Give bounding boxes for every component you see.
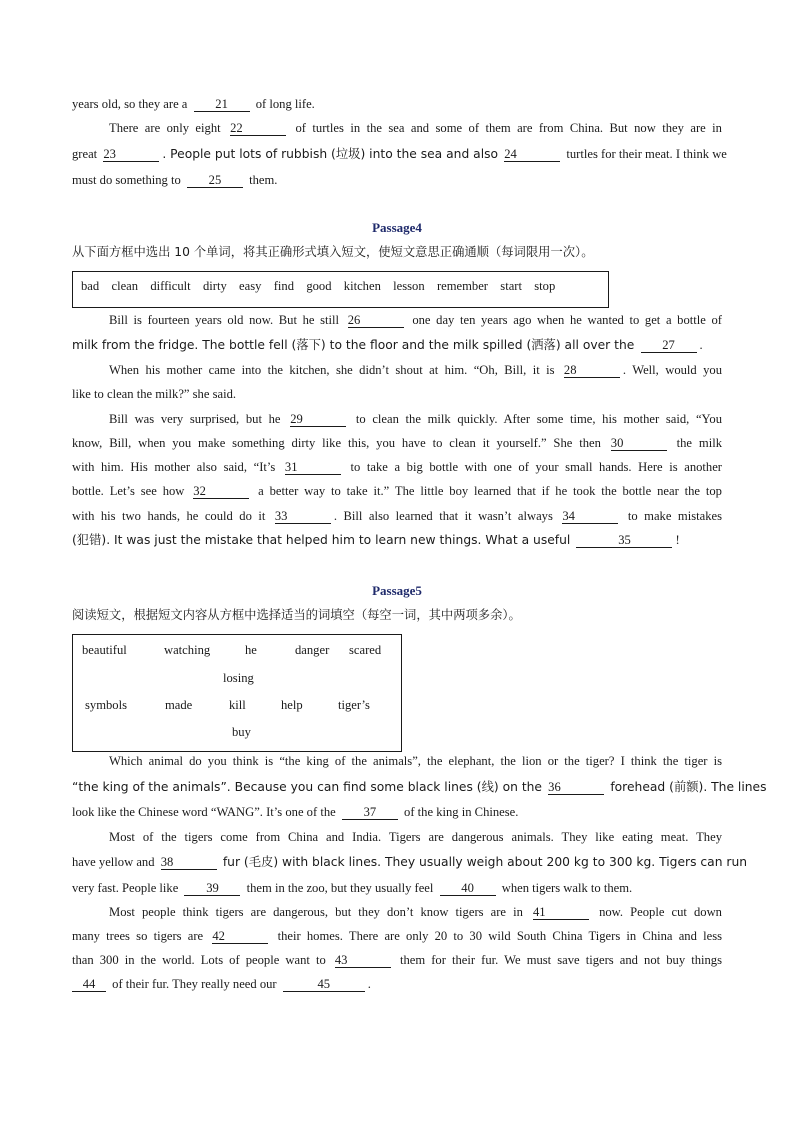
blank-25[interactable]: 25: [187, 174, 243, 188]
text: great: [72, 147, 98, 161]
p3-line-3: [72, 146, 727, 162]
word-made: made: [165, 698, 193, 712]
text: of turtles in the sea and some of them are from China. But now they are in: [295, 121, 722, 135]
blank-39[interactable]: 39: [184, 882, 240, 896]
text: of the king in Chinese.: [404, 805, 519, 819]
text: “the king of the animals”. Because you can find some black lines (线) on the: [72, 780, 543, 794]
text: now. People cut down: [599, 905, 722, 919]
text: the milk: [676, 436, 722, 450]
text: (犯错). It was just the mistake that helped him to learn new things. What a useful: [72, 533, 571, 547]
blank-38[interactable]: 38: [161, 856, 217, 870]
blank-42[interactable]: 42: [212, 930, 268, 944]
p4-line-3: [109, 362, 722, 378]
text: . Bill also learned that it wasn’t always: [333, 509, 553, 523]
p5-line-7: [109, 904, 722, 920]
p5-line-8: [72, 928, 722, 944]
p3-line-1: [72, 96, 315, 112]
word-scared: scared: [349, 643, 382, 657]
word-beautiful: beautiful: [82, 643, 127, 657]
p4-line-4: like to clean the milk?” she said.: [72, 387, 237, 401]
word-kill: kill: [229, 698, 246, 712]
passage5-instruction: 阅读短文，根据短文内容从方框中选择适当的词填空（每空一词，其中两项多余）。: [72, 608, 521, 622]
word-watching: watching: [164, 643, 211, 657]
text: to take a big bottle with one of your small hands. Here is another: [350, 460, 723, 474]
blank-29[interactable]: 29: [290, 413, 346, 427]
p3-line-4: [72, 172, 277, 188]
text: one day ten years ago when he wanted to get a bottle of: [412, 313, 722, 327]
text: .: [367, 977, 371, 991]
p4-line-2: [72, 337, 703, 353]
blank-44[interactable]: 44: [72, 978, 106, 992]
text: know, Bill, when you make something dirty like this, you have to clean it yourself.” She then: [72, 436, 601, 450]
p5-line-9: [72, 952, 722, 968]
word-tigers: tiger’s: [338, 698, 370, 712]
text: of long life.: [255, 97, 315, 111]
text: forehead (前额). The lines: [610, 780, 767, 794]
text: years old, so they are a: [72, 97, 188, 111]
blank-30[interactable]: 30: [611, 437, 667, 451]
word-symbols: symbols: [85, 698, 127, 712]
blank-27[interactable]: 27: [641, 339, 697, 353]
p5-line-2: [72, 779, 767, 795]
text: a better way to take it.” The little boy learned that if he took the bottle near the top: [258, 484, 722, 498]
blank-45[interactable]: 45: [283, 978, 365, 992]
blank-32[interactable]: 32: [193, 485, 249, 499]
text: look like the Chinese word “WANG”. It’s one of the: [72, 805, 336, 819]
blank-41[interactable]: 41: [533, 906, 589, 920]
word-bank-text: bad clean difficult dirty easy find good kitchen lesson remember start stop: [81, 279, 556, 293]
p4-line-10: [72, 532, 680, 548]
word-losing: losing: [223, 671, 254, 685]
word-help: help: [281, 698, 303, 712]
text: their homes. There are only 20 to 30 wild South China Tigers in China and less: [277, 929, 722, 943]
text: There are only eight: [109, 121, 221, 135]
word-danger: danger: [295, 643, 330, 657]
word-he: he: [245, 643, 257, 657]
text: must do something to: [72, 173, 181, 187]
blank-28[interactable]: 28: [564, 364, 620, 378]
text: !: [675, 533, 680, 547]
p5-line-5: [72, 854, 748, 870]
text: . Well, would you: [622, 363, 722, 377]
blank-23[interactable]: 23: [103, 148, 159, 162]
text: When his mother came into the kitchen, she didn’t shout at him. “Oh, Bill, it is: [109, 363, 555, 377]
passage4-title: Passage4: [372, 220, 422, 235]
word-box: [72, 634, 402, 752]
blank-40[interactable]: 40: [440, 882, 496, 896]
word-bank-box: [72, 271, 609, 308]
passage4-instruction: 从下面方框中选出 10 个单词，将其正确形式填入短文，使短文意思正确通顺（每词限用一次）。: [72, 245, 594, 259]
text: them.: [249, 173, 278, 187]
text: have yellow and: [72, 855, 155, 869]
text: with him. His mother also said, “It’s: [72, 460, 276, 474]
text: than 300 in the world. Lots of people want to: [72, 953, 326, 967]
blank-34[interactable]: 34: [562, 510, 618, 524]
text: bottle. Let’s see how: [72, 484, 185, 498]
text: when tigers walk to them.: [501, 881, 633, 895]
blank-36[interactable]: 36: [548, 781, 604, 795]
blank-33[interactable]: 33: [275, 510, 331, 524]
p5-line-3: [72, 804, 518, 820]
text: Most people think tigers are dangerous, but they don’t know tigers are in: [109, 905, 523, 919]
text: Bill was very surprised, but he: [109, 412, 281, 426]
blank-26[interactable]: 26: [348, 314, 404, 328]
blank-43[interactable]: 43: [335, 954, 391, 968]
word-buy: buy: [232, 725, 251, 739]
text: very fast. People like: [72, 881, 179, 895]
text: to clean the milk quickly. After some time, his mother said, “You: [355, 412, 722, 426]
p4-line-5: [109, 411, 722, 427]
blank-37[interactable]: 37: [342, 806, 398, 820]
p3-line-2: [109, 120, 722, 136]
blank-31[interactable]: 31: [285, 461, 341, 475]
text: . People put lots of rubbish (垃圾) into the sea and also: [162, 147, 499, 161]
p5-line-1: Which animal do you think is “the king of the animals”, the elephant, the lion or the tiger? I think the tiger is: [109, 754, 722, 768]
text: many trees so tigers are: [72, 929, 204, 943]
text: .: [699, 338, 703, 352]
text: with his two hands, he could do it: [72, 509, 266, 523]
text: of their fur. They really need our: [112, 977, 277, 991]
p4-line-8: [72, 483, 722, 499]
passage5-title: Passage5: [372, 583, 422, 598]
text: them for their fur. We must save tigers and not buy things: [399, 953, 722, 967]
p4-line-1: [109, 312, 722, 328]
blank-21[interactable]: 21: [194, 98, 250, 112]
p5-line-6: [72, 880, 632, 896]
blank-35[interactable]: 35: [576, 534, 672, 548]
text: to make mistakes: [627, 509, 722, 523]
p4-line-7: [72, 459, 722, 475]
p4-line-9: [72, 508, 722, 524]
p4-line-6: [72, 435, 722, 451]
text: Bill is fourteen years old now. But he still: [109, 313, 340, 327]
blank-22[interactable]: 22: [230, 122, 286, 136]
text: fur (毛皮) with black lines. They usually weigh about 200 kg to 300 kg. Tigers can run: [222, 855, 748, 869]
p5-line-10: [72, 976, 371, 992]
text: milk from the fridge. The bottle fell (落下) to the floor and the milk spilled (洒落) all over the: [72, 338, 635, 352]
blank-24[interactable]: 24: [504, 148, 560, 162]
text: turtles for their meat. I think we: [566, 147, 727, 161]
p5-line-4: Most of the tigers come from China and India. Tigers are dangerous animals. They like eating meat. They: [109, 830, 722, 844]
text: them in the zoo, but they usually feel: [246, 881, 434, 895]
